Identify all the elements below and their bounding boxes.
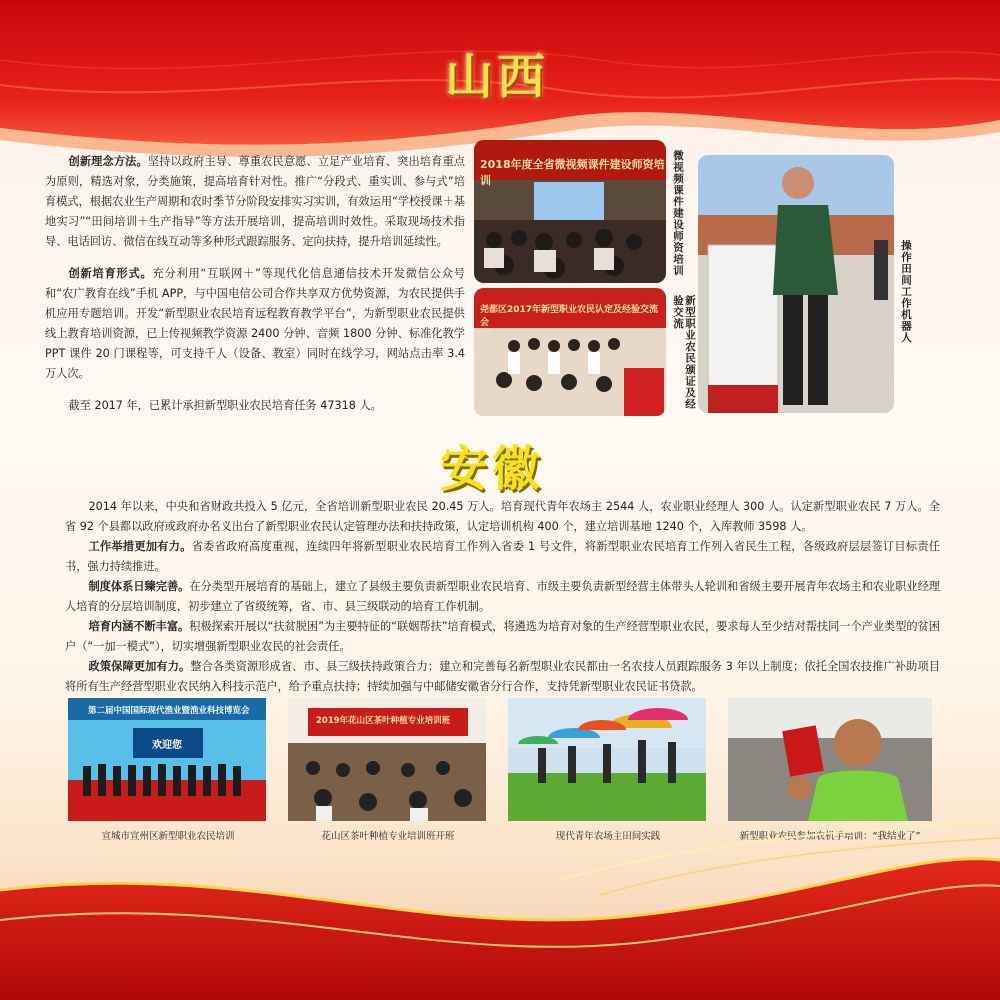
anhui-photo-expo-caption: 宣城市宣州区新型职业农民培训 [101, 831, 235, 842]
shanxi-photo-training-caption: 微视频课件建设师资培训 [672, 150, 684, 277]
anhui-photo-tea-class-caption: 花山区茶叶种植专业培训班开班 [321, 831, 455, 842]
shanxi-photo-ceremony-caption: 新型职业农民颁证及经验交流 [672, 295, 696, 410]
bottom-red-wave [0, 820, 1000, 1000]
photo-sign-text: 欢迎您 [152, 740, 182, 751]
shanxi-text-block [45, 152, 465, 416]
anhui-photo-expo [68, 698, 266, 821]
anhui-text-block [65, 497, 940, 697]
anhui-photo-field-caption: 现代青年农场主田间实践 [555, 831, 661, 842]
anhui-section-3: 培育内涵不断丰富。积极探索开展以“扶贫脱困”为主要特征的“联姻帮扶”培育模式，将遴选为培育对象的生产经营型职业农民，要求每人至少结对帮扶同一个产业类型的贫困户（“一加一模式”），切实增强新型职业农民的社会责任。 [65, 620, 940, 653]
section-title-shanxi: 山西 [445, 49, 550, 105]
shanxi-paragraph-2: 创新培育形式。充分利用“互联网＋”等现代化信息通信技术开发微信公众号和“农广教育在线”手机 APP，与中国电信公司合作共享双方优势资源，为农民提供手机应用专题培训。开发“新型职业农民培育远程教育教学平台”，为新型职业农民提供线上教育培训资源，已上传视频教学资源 2400 分钟、音频 1800 分钟、标准化教学 PPT 课件 20 门课程等，可支持千人（设备、教室）同时在线学习，网站点击率 3.4 万人次。 [45, 267, 465, 380]
shanxi-photo-training [474, 140, 666, 283]
anhui-photo-field [508, 698, 706, 821]
anhui-section-1: 工作举措更加有力。省委省政府高度重视，连续四年将新型职业农民培育工作列入省委 1 号文件，将新型职业农民培育工作列入省民生工程，各级政府层层签订目标责任书，强力持续推进。 [65, 540, 940, 573]
shanxi-photo-robot [698, 155, 894, 413]
anhui-photo-tea-class [288, 698, 486, 821]
shanxi-paragraph-3: 截至 2017 年，已累计承担新型职业农民培育任务 47318 人。 [68, 399, 382, 412]
photo-banner-text: 2018年度全省微视频课件建设师资培训 [480, 158, 665, 187]
anhui-intro: 2014 年以来，中央和省财政共投入 5 亿元，全省培训新型职业农民 20.45 万人。培育现代青年农场主 2544 人，农业职业经理人 300 人。认定新型职业农民 7 万人。全省 92 个县都以政府或政府办名义出台了新型职业农民认定管理办法和扶持政策，认定培训机构 400 个，建立培训基地 1240 个，入库教师 3598 人。 [65, 500, 940, 533]
shanxi-paragraph-1: 创新理念方法。坚持以政府主导、尊重农民意愿、立足产业培育、突出培育重点为原则，精选对象，分类施策，提高培育针对性。推广“分段式、重实训、参与式”培育模式，根据农业生产周期和农时季节分阶段安排实习实训，有效运用“学校授课＋基地实习”“田间培训＋生产指导”等方法开展培训，提高培训时效性。采取现场技术指导、电话回访、微信在线互动等多种形式跟踪服务、定向扶持，提升培训延续性。 [45, 155, 465, 248]
shanxi-photo-robot-caption: 操作田间工作机器人 [900, 240, 912, 344]
photo-banner-text: 第二届中国国际现代渔业暨渔业科技博览会 [88, 706, 250, 716]
anhui-photo-graduate-caption: 新型职业农民参加农机手培训：“我结业了” [739, 831, 921, 842]
anhui-section-2: 制度体系日臻完善。在分类型开展培育的基础上，建立了县级主要负责新型职业农民培育、市级主要负责新型经营主体带头人轮训和省级主要开展青年农场主和农业职业经理人培育的分层培训制度，初步建立了省级统筹，省、市、县三级联动的培育工作机制。 [65, 580, 940, 613]
photo-banner-text: 尧都区2017年新型职业农民认定及经验交流会 [480, 305, 659, 328]
anhui-photo-graduate [728, 698, 932, 821]
section-title-anhui: 安徽 [440, 441, 545, 497]
photo-banner-text: 2019年花山区茶叶种植专业培训班 [316, 716, 451, 726]
anhui-section-4: 政策保障更加有力。整合各类资源形成省、市、县三级扶持政策合力；建立和完善每名新型职业农民都由一名农技人员跟踪服务 3 年以上制度；依托全国农技推广补助项目将所有生产经营型职业农民纳入科技示范户，给予重点扶持；持续加强与中邮储安徽省分行合作，支持凭新型职业农民证书贷款。 [65, 660, 940, 693]
shanxi-photo-ceremony [474, 288, 666, 416]
